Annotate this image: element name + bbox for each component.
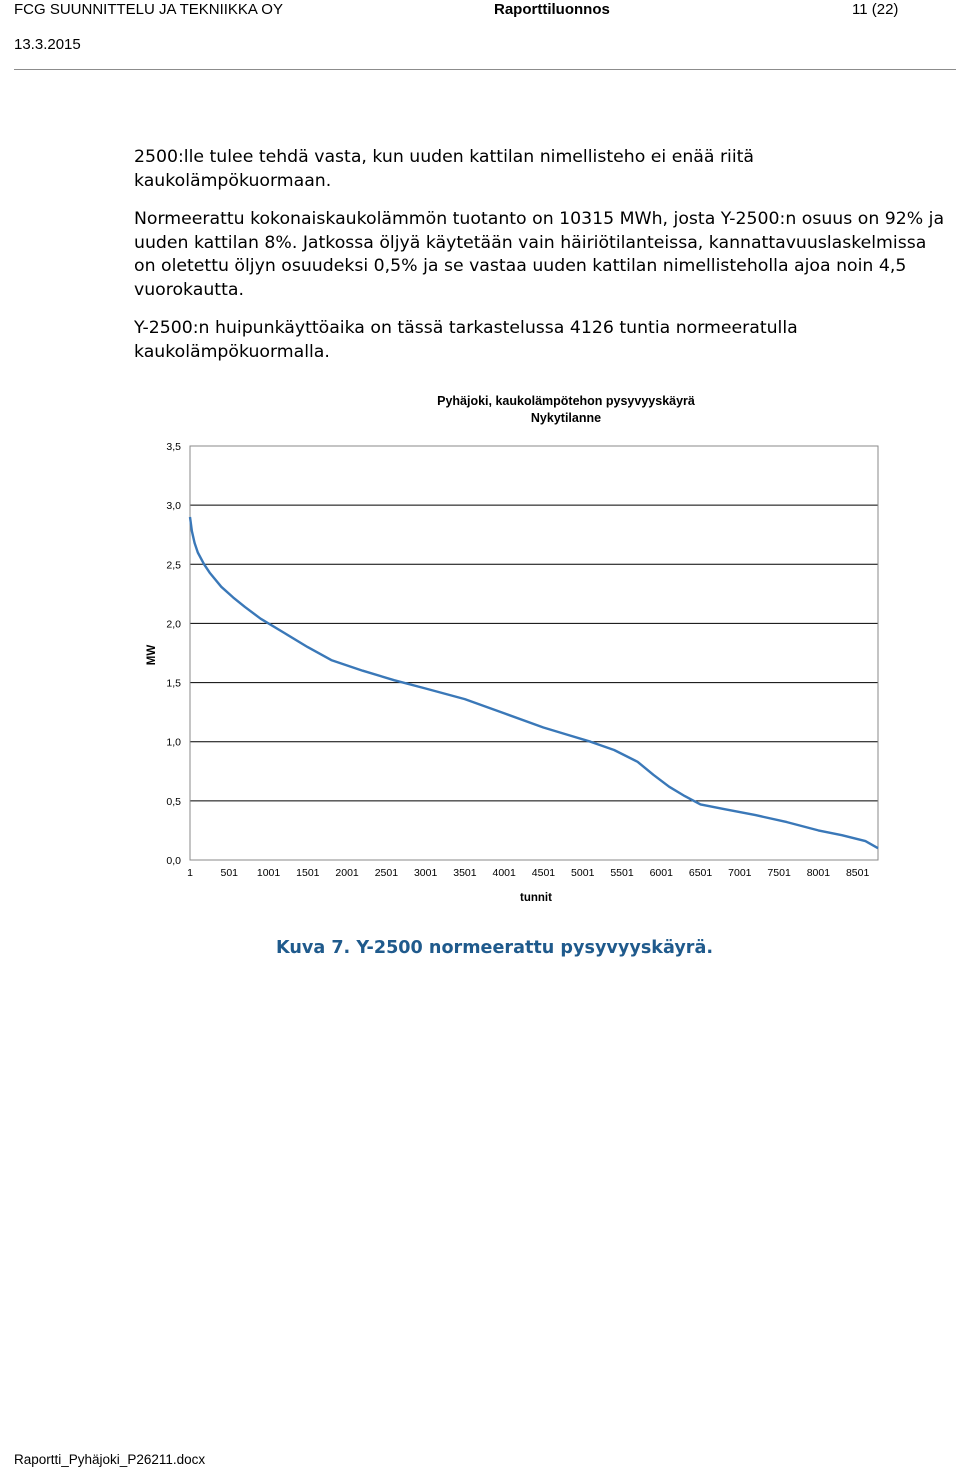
- x-tick-label: 6501: [688, 867, 713, 879]
- chart-title: Pyhäjoki, kaukolämpötehon pysyvyyskäyrä: [437, 394, 695, 408]
- document-type: Raporttiluonnos: [494, 1, 610, 18]
- x-tick-labels: [187, 867, 869, 879]
- page-number: 11 (22): [852, 1, 899, 18]
- x-tick-label: 8501: [845, 867, 870, 879]
- x-tick-label: 3501: [453, 867, 477, 879]
- company-name: FCG SUUNNITTELU JA TEKNIIKKA OY: [14, 1, 283, 18]
- y-tick-label: 3,0: [166, 500, 181, 513]
- document-date: 13.3.2015: [14, 36, 81, 53]
- y-tick-label: 1,0: [166, 736, 181, 749]
- x-tick-label: 4001: [492, 867, 516, 879]
- x-tick-label: 5501: [610, 867, 634, 879]
- x-tick-label: 2501: [374, 867, 399, 879]
- footer-filename: Raportti_Pyhäjoki_P26211.docx: [14, 1452, 206, 1467]
- body-paragraph-1: 2500:lle tulee tehdä vasta, kun uuden kattilan nimellisteho ei enää riitä kaukolämpökuormaan.: [134, 147, 755, 191]
- body-paragraph-3: Y-2500:n huipunkäyttöaika on tässä tarkastelussa 4126 tuntia normeeratulla kaukolämpökuormalla.: [134, 318, 798, 362]
- x-tick-label: 4501: [531, 867, 556, 879]
- x-tick-label: 7001: [728, 867, 752, 879]
- page-header: [0, 0, 960, 72]
- gridlines: [190, 446, 878, 860]
- plot-area: [190, 446, 878, 860]
- body-paragraph-2: Normeerattu kokonaiskaukolämmön tuotanto on 10315 MWh, josta Y-2500:n osuus on 92% ja uuden kattilan 8%. Jatkossa öljyä käytetään vain häiriötilanteissa, kannattavuuslaskelmissa on oletettu öljyn osuudeksi 0,5% ja se vastaa uuden kattilan nimellisteholla ajoa noin 4,5 vuorokautta.: [134, 209, 945, 300]
- x-tick-label: 8001: [806, 867, 831, 879]
- y-tick-label: 2,5: [166, 559, 181, 572]
- x-tick-label: 1: [187, 867, 193, 879]
- y-axis-label: MW: [146, 644, 158, 666]
- x-tick-label: 2001: [335, 867, 359, 879]
- y-tick-label: 0,0: [166, 855, 181, 867]
- header-divider: [14, 69, 956, 70]
- x-tick-label: 5001: [571, 867, 595, 879]
- y-tick-label: 2,0: [166, 618, 181, 631]
- x-tick-label: 501: [220, 867, 239, 879]
- chart-subtitle: Nykytilanne: [530, 411, 602, 425]
- x-tick-label: 6001: [649, 867, 673, 879]
- x-tick-label: 1001: [256, 867, 281, 879]
- x-tick-label: 3001: [413, 867, 438, 879]
- x-axis-label: tunnit: [520, 892, 552, 904]
- y-tick-label: 1,5: [166, 677, 181, 690]
- y-tick-labels: [166, 441, 181, 867]
- x-tick-label: 7501: [767, 867, 791, 879]
- y-tick-label: 3,5: [166, 441, 181, 453]
- figure-caption: Kuva 7. Y-2500 normeerattu pysyvyyskäyrä.: [276, 938, 714, 958]
- duration-curve-chart: [0, 380, 960, 920]
- y-tick-label: 0,5: [166, 795, 181, 808]
- x-tick-label: 1501: [296, 867, 320, 879]
